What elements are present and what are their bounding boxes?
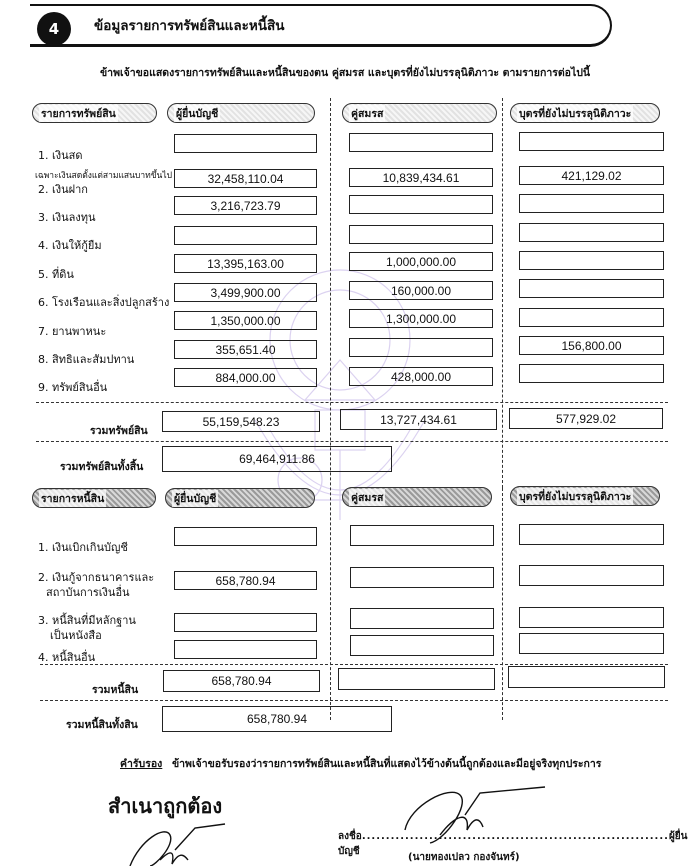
liabilities-total-declarant[interactable]: 658,780.94 <box>163 670 320 692</box>
liab-declarant-bank-loan[interactable]: 658,780.94 <box>174 571 317 590</box>
liabilities-total-children[interactable] <box>508 666 665 688</box>
certification <box>120 755 601 772</box>
liabilities-grand-total[interactable]: 658,780.94 <box>162 706 392 732</box>
cash-note: เฉพาะเงินสดตั้งแต่สามแสนบาทขึ้นไป <box>35 171 172 181</box>
liab-children-bank-loan[interactable] <box>519 565 664 586</box>
liab-declarant-documented[interactable] <box>174 613 317 632</box>
asset-spouse-land[interactable]: 1,000,000.00 <box>349 252 493 271</box>
liability-label: 1. เงินเบิกเกินบัญชี <box>38 541 128 554</box>
liability-label: 2. เงินกู้จากธนาคารและ <box>38 571 155 584</box>
liab-declarant-overdraft[interactable] <box>174 527 317 546</box>
liab-children-header-label: บุตรที่ยังไม่บรรลุนิติภาวะ <box>517 488 633 505</box>
certification-text: ข้าพเจ้าขอรับรองว่ารายการทรัพย์สินและหนี้สินที่แสดงไว้ข้างต้นนี้ถูกต้องและมีอยู่จริงทุกประการ <box>171 758 602 770</box>
liabilities-grand-total-label: รวมหนี้สินทั้งสิน <box>66 719 138 731</box>
section-title: ข้อมูลรายการทรัพย์สินและหนี้สิน <box>94 18 285 34</box>
liab-spouse-overdraft[interactable] <box>350 525 494 546</box>
liabilities-total-divider <box>40 664 668 665</box>
liab-children-overdraft[interactable] <box>519 524 664 545</box>
sign-suffix: ผู้ยื่นบัญชี <box>338 831 688 857</box>
asset-label: 8. สิทธิและสัมปทาน <box>38 353 135 366</box>
asset-declarant-buildings[interactable]: 3,499,900.00 <box>174 283 317 302</box>
asset-spouse-loan[interactable] <box>349 225 493 244</box>
asset-children-other[interactable] <box>519 364 664 383</box>
liab-spouse-documented[interactable] <box>350 608 494 629</box>
liabilities-total-spouse[interactable] <box>338 668 495 690</box>
certified-copy-stamp: สำเนาถูกต้อง <box>108 794 223 818</box>
asset-children-loan[interactable] <box>519 223 664 242</box>
liabilities-header-pill <box>32 488 156 508</box>
declarant-header-pill <box>167 103 315 123</box>
assets-grand-total[interactable]: 69,464,911.86 <box>162 446 392 472</box>
asset-spouse-deposit[interactable]: 10,839,434.61 <box>349 168 493 187</box>
assets-grand-divider <box>36 441 668 442</box>
liab-declarant-header-pill <box>165 488 315 508</box>
asset-children-land[interactable] <box>519 251 664 270</box>
assets-total-spouse[interactable]: 13,727,434.61 <box>340 409 497 430</box>
asset-spouse-rights[interactable] <box>349 338 493 357</box>
liabilities-grand-divider <box>40 700 668 701</box>
assets-total-declarant[interactable]: 55,159,548.23 <box>162 411 320 432</box>
liab-spouse-other[interactable] <box>350 635 494 656</box>
asset-spouse-buildings[interactable]: 160,000.00 <box>349 281 493 300</box>
asset-declarant-investment[interactable]: 3,216,723.79 <box>174 196 317 215</box>
declarant-header-label: ผู้ยื่นบัญชี <box>174 105 220 122</box>
asset-spouse-other[interactable]: 428,000.00 <box>349 367 493 386</box>
assets-total-label: รวมทรัพย์สิน <box>90 425 148 437</box>
asset-label: 1. เงินสด <box>38 149 83 162</box>
section-intro: ข้าพเจ้าขอแสดงรายการทรัพย์สินและหนี้สินของตน คู่สมรส และบุตรที่ยังไม่บรรลุนิติภาวะ ตามรายการต่อไปนี้ <box>100 67 591 79</box>
liability-label: 4. หนี้สินอื่น <box>38 651 96 664</box>
certification-heading: คำรับรอง <box>120 758 163 770</box>
signer-name: (นายทองเปลว กองจันทร์) <box>408 852 520 863</box>
sign-prefix: ลงชื่อ <box>338 831 362 842</box>
asset-label: 9. ทรัพย์สินอื่น <box>38 381 108 394</box>
asset-spouse-vehicles[interactable]: 1,300,000.00 <box>349 309 493 328</box>
assets-total-children[interactable]: 577,929.02 <box>509 408 663 429</box>
column-divider <box>330 98 331 720</box>
asset-declarant-vehicles[interactable]: 1,350,000.00 <box>174 311 317 330</box>
asset-children-rights[interactable]: 156,800.00 <box>519 336 664 355</box>
liability-label-cont: สถาบันการเงินอื่น <box>46 586 130 599</box>
liab-declarant-other[interactable] <box>174 640 317 659</box>
liab-children-other[interactable] <box>519 633 664 654</box>
asset-declarant-land[interactable]: 13,395,163.00 <box>174 254 317 273</box>
asset-spouse-cash[interactable] <box>349 133 493 152</box>
asset-children-cash[interactable] <box>519 132 664 151</box>
section-number-badge: 4 <box>37 12 71 46</box>
assets-grand-total-label: รวมทรัพย์สินทั้งสิ้น <box>60 461 144 473</box>
assets-header-label: รายการทรัพย์สิน <box>39 105 118 122</box>
asset-children-vehicles[interactable] <box>519 308 664 327</box>
asset-label: 7. ยานพาหนะ <box>38 325 107 338</box>
asset-children-investment[interactable] <box>519 194 664 213</box>
spouse-header-pill <box>342 103 497 123</box>
liab-spouse-header-pill <box>342 487 492 507</box>
liab-children-documented[interactable] <box>519 607 664 628</box>
spouse-header-label: คู่สมรส <box>349 105 385 122</box>
children-header-pill <box>510 103 660 123</box>
asset-declarant-loan[interactable] <box>174 226 317 245</box>
liabilities-header-label: รายการหนี้สิน <box>39 490 106 507</box>
asset-label: 5. ที่ดิน <box>38 268 74 281</box>
liab-spouse-bank-loan[interactable] <box>350 567 494 588</box>
asset-children-buildings[interactable] <box>519 279 664 298</box>
asset-spouse-investment[interactable] <box>349 195 493 214</box>
assets-header-pill <box>32 103 157 123</box>
column-divider <box>502 488 503 720</box>
asset-children-deposit[interactable]: 421,129.02 <box>519 166 664 185</box>
asset-declarant-rights[interactable]: 355,651.40 <box>174 340 317 359</box>
liab-children-header-pill <box>510 486 660 506</box>
signature-copy-icon <box>120 820 230 866</box>
asset-label: 3. เงินลงทุน <box>38 211 96 224</box>
asset-declarant-deposit[interactable]: 32,458,110.04 <box>174 169 317 188</box>
asset-label: 2. เงินฝาก <box>38 183 88 196</box>
assets-total-divider <box>36 402 668 403</box>
liab-spouse-header-label: คู่สมรส <box>349 489 385 506</box>
liab-declarant-header-label: ผู้ยื่นบัญชี <box>172 490 218 507</box>
asset-declarant-cash[interactable] <box>174 134 317 153</box>
liabilities-total-label: รวมหนี้สิน <box>92 684 139 696</box>
column-divider <box>502 98 503 488</box>
asset-label: 6. โรงเรือนและสิ่งปลูกสร้าง <box>38 296 170 309</box>
children-header-label: บุตรที่ยังไม่บรรลุนิติภาวะ <box>517 105 633 122</box>
asset-label: 4. เงินให้กู้ยืม <box>38 239 102 252</box>
liability-label: 3. หนี้สินที่มีหลักฐาน <box>38 614 136 627</box>
asset-declarant-other[interactable]: 884,000.00 <box>174 368 317 387</box>
signature-line: ลงชื่อ................................................................ผู้ยื่นบัญชี <box>338 831 688 857</box>
liability-label-cont: เป็นหนังสือ <box>50 629 102 642</box>
